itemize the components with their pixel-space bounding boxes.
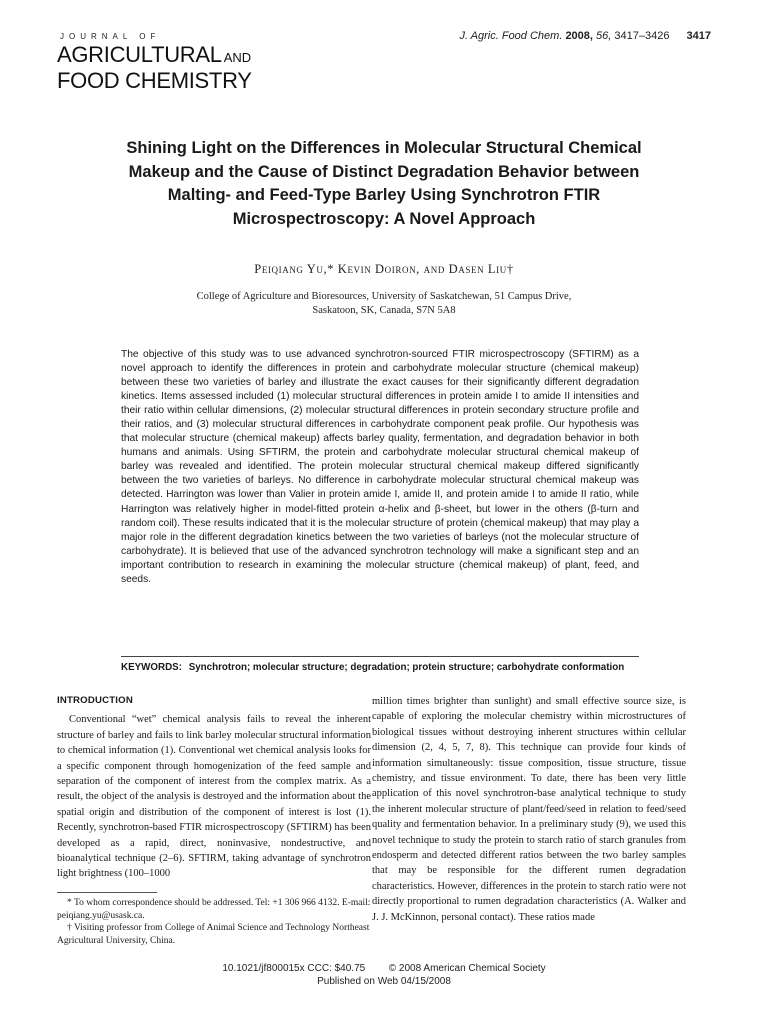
citation-journal: J. Agric. Food Chem. [459,30,563,42]
abstract-divider [121,656,639,657]
citation-pages: 3417–3426 [614,30,670,42]
masthead-agricultural: AGRICULTURAL [57,42,222,67]
intro-left-column [57,693,371,882]
masthead-and: AND [223,50,252,65]
journal-masthead [57,32,277,92]
keywords-text: Synchrotron; molecular structure; degradation; protein structure; carbohydrate conformation [188,662,625,673]
footer-doi: 10.1021/jf800015x CCC: $40.75 [222,963,366,974]
article-title: Shining Light on the Differences in Molecular Structural Chemical Makeup and the Cause of Distinct Degradation Behavior between Malting- and Feed-Type Barley Using Synchrotron FTIR Microspectroscopy: A Novel Approach [126,139,642,228]
introduction-heading: INTRODUCTION [57,695,133,706]
abstract: The objective of this study was to use advanced synchrotron-sourced FTIR microspectroscopy (SFTIRM) as a novel approach to identify the differences in protein and carbohydrate molecular structure (chemical makeup) between these two varieties of barley and illustrate the exact causes for their significantly different degradation kinetics. Items assessed included (1) molecular structural differences in protein amide I to amide II intensities and their ratio within cellular dimensions, (2) molecular structural differences in protein secondary structure profile and their ratios, and (3) molecular structural differences in carbohydrate component peak profile. Our hypothesis was that molecular structure (chemical makeup) affects barley quality, fermentation, and degradation behavior in both humans and animals. Using SFTIRM, the protein and carbohydrate molecular structural chemical makeup of barley was revealed and identified. The protein molecular structural chemical makeup differed significantly between the two varieties of barleys. No difference in carbohydrate molecular structural chemical makeup was detected. Harrington was lower than Valier in protein amide I, amide II, and protein amide I to amide II ratio, while Harrington was relatively higher in model-fitted protein α-helix and β-sheet, but lower in the others (β-turn and random coil). These results indicated that it is the molecular structure of protein (chemical makeup) that may play a major role in the different degradation kinetics between the two varieties of barleys (not the molecular structure of carbohydrate). It is believed that use of the advanced synchrotron technology will make a significant step and an important contribution to research in examining the molecular structure (chemical makeup) of plant, feed, and seeds. [121,349,639,585]
keywords-label: KEYWORDS: [121,662,182,673]
affiliation-line-2: Saskatoon, SK, Canada, S7N 5A8 [312,305,456,316]
page-footer [0,962,768,988]
footer-copyright: © 2008 American Chemical Society [388,963,546,974]
page-number: 3417 [686,30,711,42]
footnotes [57,897,371,947]
masthead-line-1 [57,43,277,69]
intro-paragraph-right: million times brighter than sunlight) and small effective source size, is capable of exploring the molecular chemistry within microstructures of biological tissues without destroying inherent structures within cellular dimension (2, 4, 5, 7, 8). This technique can provide four kinds of information simultaneously: tissue composition, tissue structure, tissue chemistry, and tissue environment. To date, there has been very little application of this novel synchrotron-base analytical technique to study the inherent molecular structure of plant/feed/seed in relation to feed/seed quality and fermentation behavior. In a preliminary study (9), we used this novel technique to study the protein to starch ratio of starch granules from endosperm and detected different ratios between the two barley samples that may be responsible for the different rumen degradation characteristics. However, differences in the protein to starch ratio were not directly proportional to rumen degradation characteristics (A. Walker and J. J. McKinnon, personal contact). These ratios made [372,696,686,923]
citation-header [459,30,711,42]
footer-published: Published on Web 04/15/2008 [317,976,451,987]
keywords [121,662,646,673]
author-affiliation [140,290,628,318]
intro-right-column [372,694,686,925]
intro-paragraph-left: Conventional “wet” chemical analysis fails to reveal the inherent structure of barley and fails to link barley molecular structural information to chemical information (1). Conventional wet chemical analysis looks for a specific component through homogenization of the feed sample and separation of the component of interest from the complex matrix. As a result, the object of the analysis is destroyed and the information about the spatial origin and distribution of the component of interest is lost (1). Recently, synchrotron-based FTIR microspectroscopy (SFTIRM) has been developed as a rapid, direct, noninvasive, nondestructive, and bioanalytical technique (2–6). SFTIRM, taking advantage of synchrotron light brightness (100–1000 [57,714,371,880]
masthead-journal-of: JOURNAL OF [60,32,161,41]
footnote-divider [57,892,157,893]
article-authors: Peiqiang Yu,* Kevin Doiron, and Dasen Liu† [254,262,514,276]
citation-volume: 56, [596,30,612,42]
footnote-visiting: † Visiting professor from College of Animal Science and Technology Northeast Agricultural University, China. [57,923,370,946]
masthead-food-chemistry: FOOD CHEMISTRY [57,68,252,93]
citation-year: 2008, [565,30,593,42]
footnote-correspondence: * To whom correspondence should be addressed. Tel: +1 306 966 4132. E-mail: peiqiang.yu@usask.ca. [57,898,371,921]
affiliation-line-1: College of Agriculture and Bioresources, University of Saskatchewan, 51 Campus Drive, [196,291,572,302]
